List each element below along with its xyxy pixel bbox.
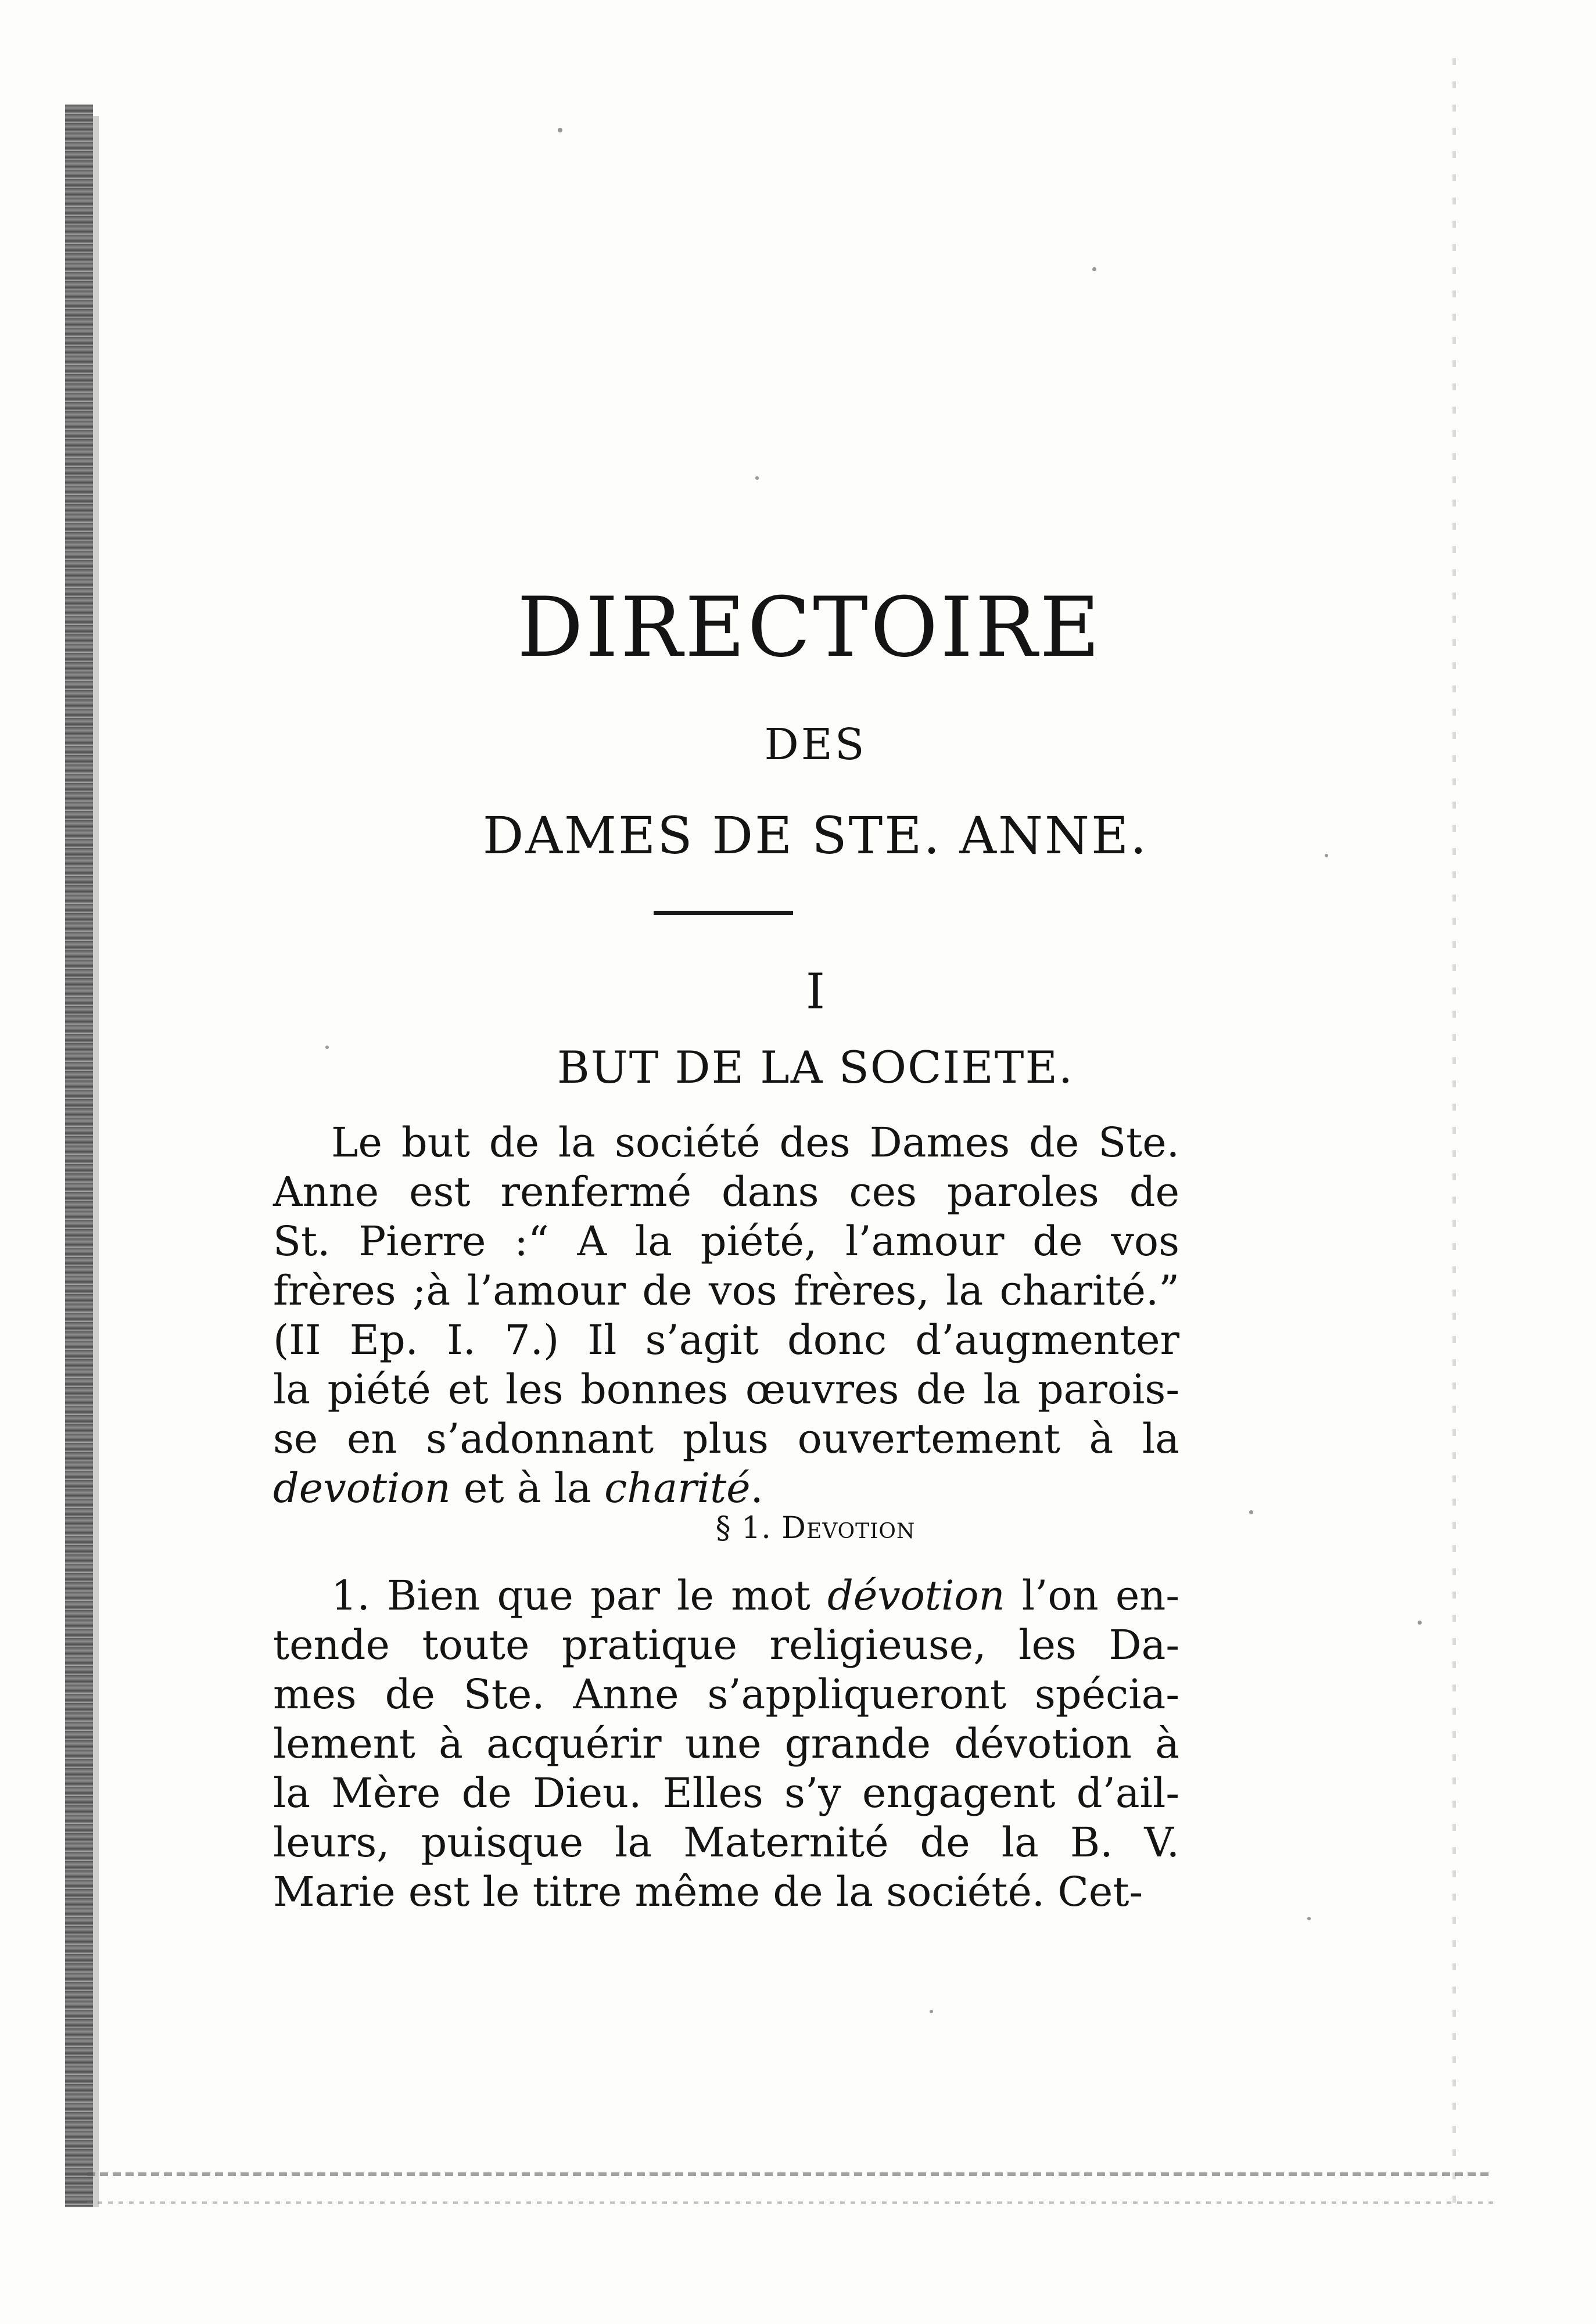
scan-speck <box>1092 267 1096 271</box>
paragraph-line: Anne est renfermé dans ces paroles de <box>273 1168 1179 1216</box>
paragraph-line: (II Ep. I. 7.) Il s’agit donc d’augmenter <box>273 1316 1179 1364</box>
paragraph-purpose <box>273 1118 1179 1513</box>
text-fragment: l’on en- <box>1005 1572 1179 1619</box>
subsection-title: § 1. Devotion <box>715 1511 916 1546</box>
paragraph-last-line <box>273 1464 1179 1513</box>
paragraph-first-line <box>273 1571 1179 1621</box>
italic-word: dévotion <box>827 1572 1005 1619</box>
scan-speck <box>1307 1917 1311 1920</box>
paragraph-line: Le but de la société des Dames de Ste. <box>331 1119 1179 1166</box>
document-subtitle-des: DES <box>764 720 867 770</box>
section-number: I <box>805 963 826 1020</box>
scan-speck <box>930 2010 933 2013</box>
paragraph-line: mes de Ste. Anne s’appliqueront spécia- <box>273 1671 1179 1718</box>
scan-speck <box>325 1046 329 1049</box>
binding-edge-line <box>93 116 99 2207</box>
paragraph-line: frères ;à l’amour de vos frères, la charité.” <box>273 1267 1179 1314</box>
scan-noise-rule <box>87 2172 1493 2176</box>
paragraph-line: se en s’adonnant plus ouvertement à la <box>273 1415 1179 1463</box>
title-divider-rule <box>654 911 793 915</box>
section-title: BUT DE LA SOCIETE. <box>557 1041 1074 1093</box>
paragraph-line: St. Pierre :“ A la piété, l’amour de vos <box>273 1217 1179 1265</box>
scan-speck <box>755 476 759 480</box>
paragraph-line: Marie est le titre même de la société. Cet- <box>273 1868 1143 1916</box>
paragraph-devotion <box>273 1571 1179 1917</box>
scan-speck <box>558 128 562 132</box>
italic-word: devotion <box>273 1464 451 1512</box>
text-fragment: et à la <box>450 1464 605 1512</box>
paragraph-line: lement à acquérir une grande dévotion à <box>273 1720 1179 1768</box>
right-edge-noise <box>1452 58 1456 2207</box>
text-fragment: . <box>750 1464 763 1512</box>
scan-noise-rule <box>87 2201 1493 2204</box>
text-fragment: 1. Bien que par le mot <box>331 1572 827 1619</box>
document-subtitle-dames: DAMES DE STE. ANNE. <box>482 806 1149 865</box>
paragraph-line: leurs, puisque la Maternité de la B. V. <box>273 1819 1179 1866</box>
paragraph-line: tende toute pratique religieuse, les Da- <box>273 1621 1179 1669</box>
scan-speck <box>1325 854 1328 857</box>
paragraph-line: la Mère de Dieu. Elles s’y engagent d’ail- <box>273 1769 1179 1817</box>
italic-word: charité <box>604 1464 751 1512</box>
scan-speck <box>1249 1510 1253 1514</box>
binding-edge-shadow <box>65 105 93 2207</box>
paragraph-line: la piété et les bonnes œuvres de la parois- <box>273 1366 1179 1413</box>
scan-speck <box>1418 1621 1422 1625</box>
document-title: DIRECTOIRE <box>517 580 1102 676</box>
